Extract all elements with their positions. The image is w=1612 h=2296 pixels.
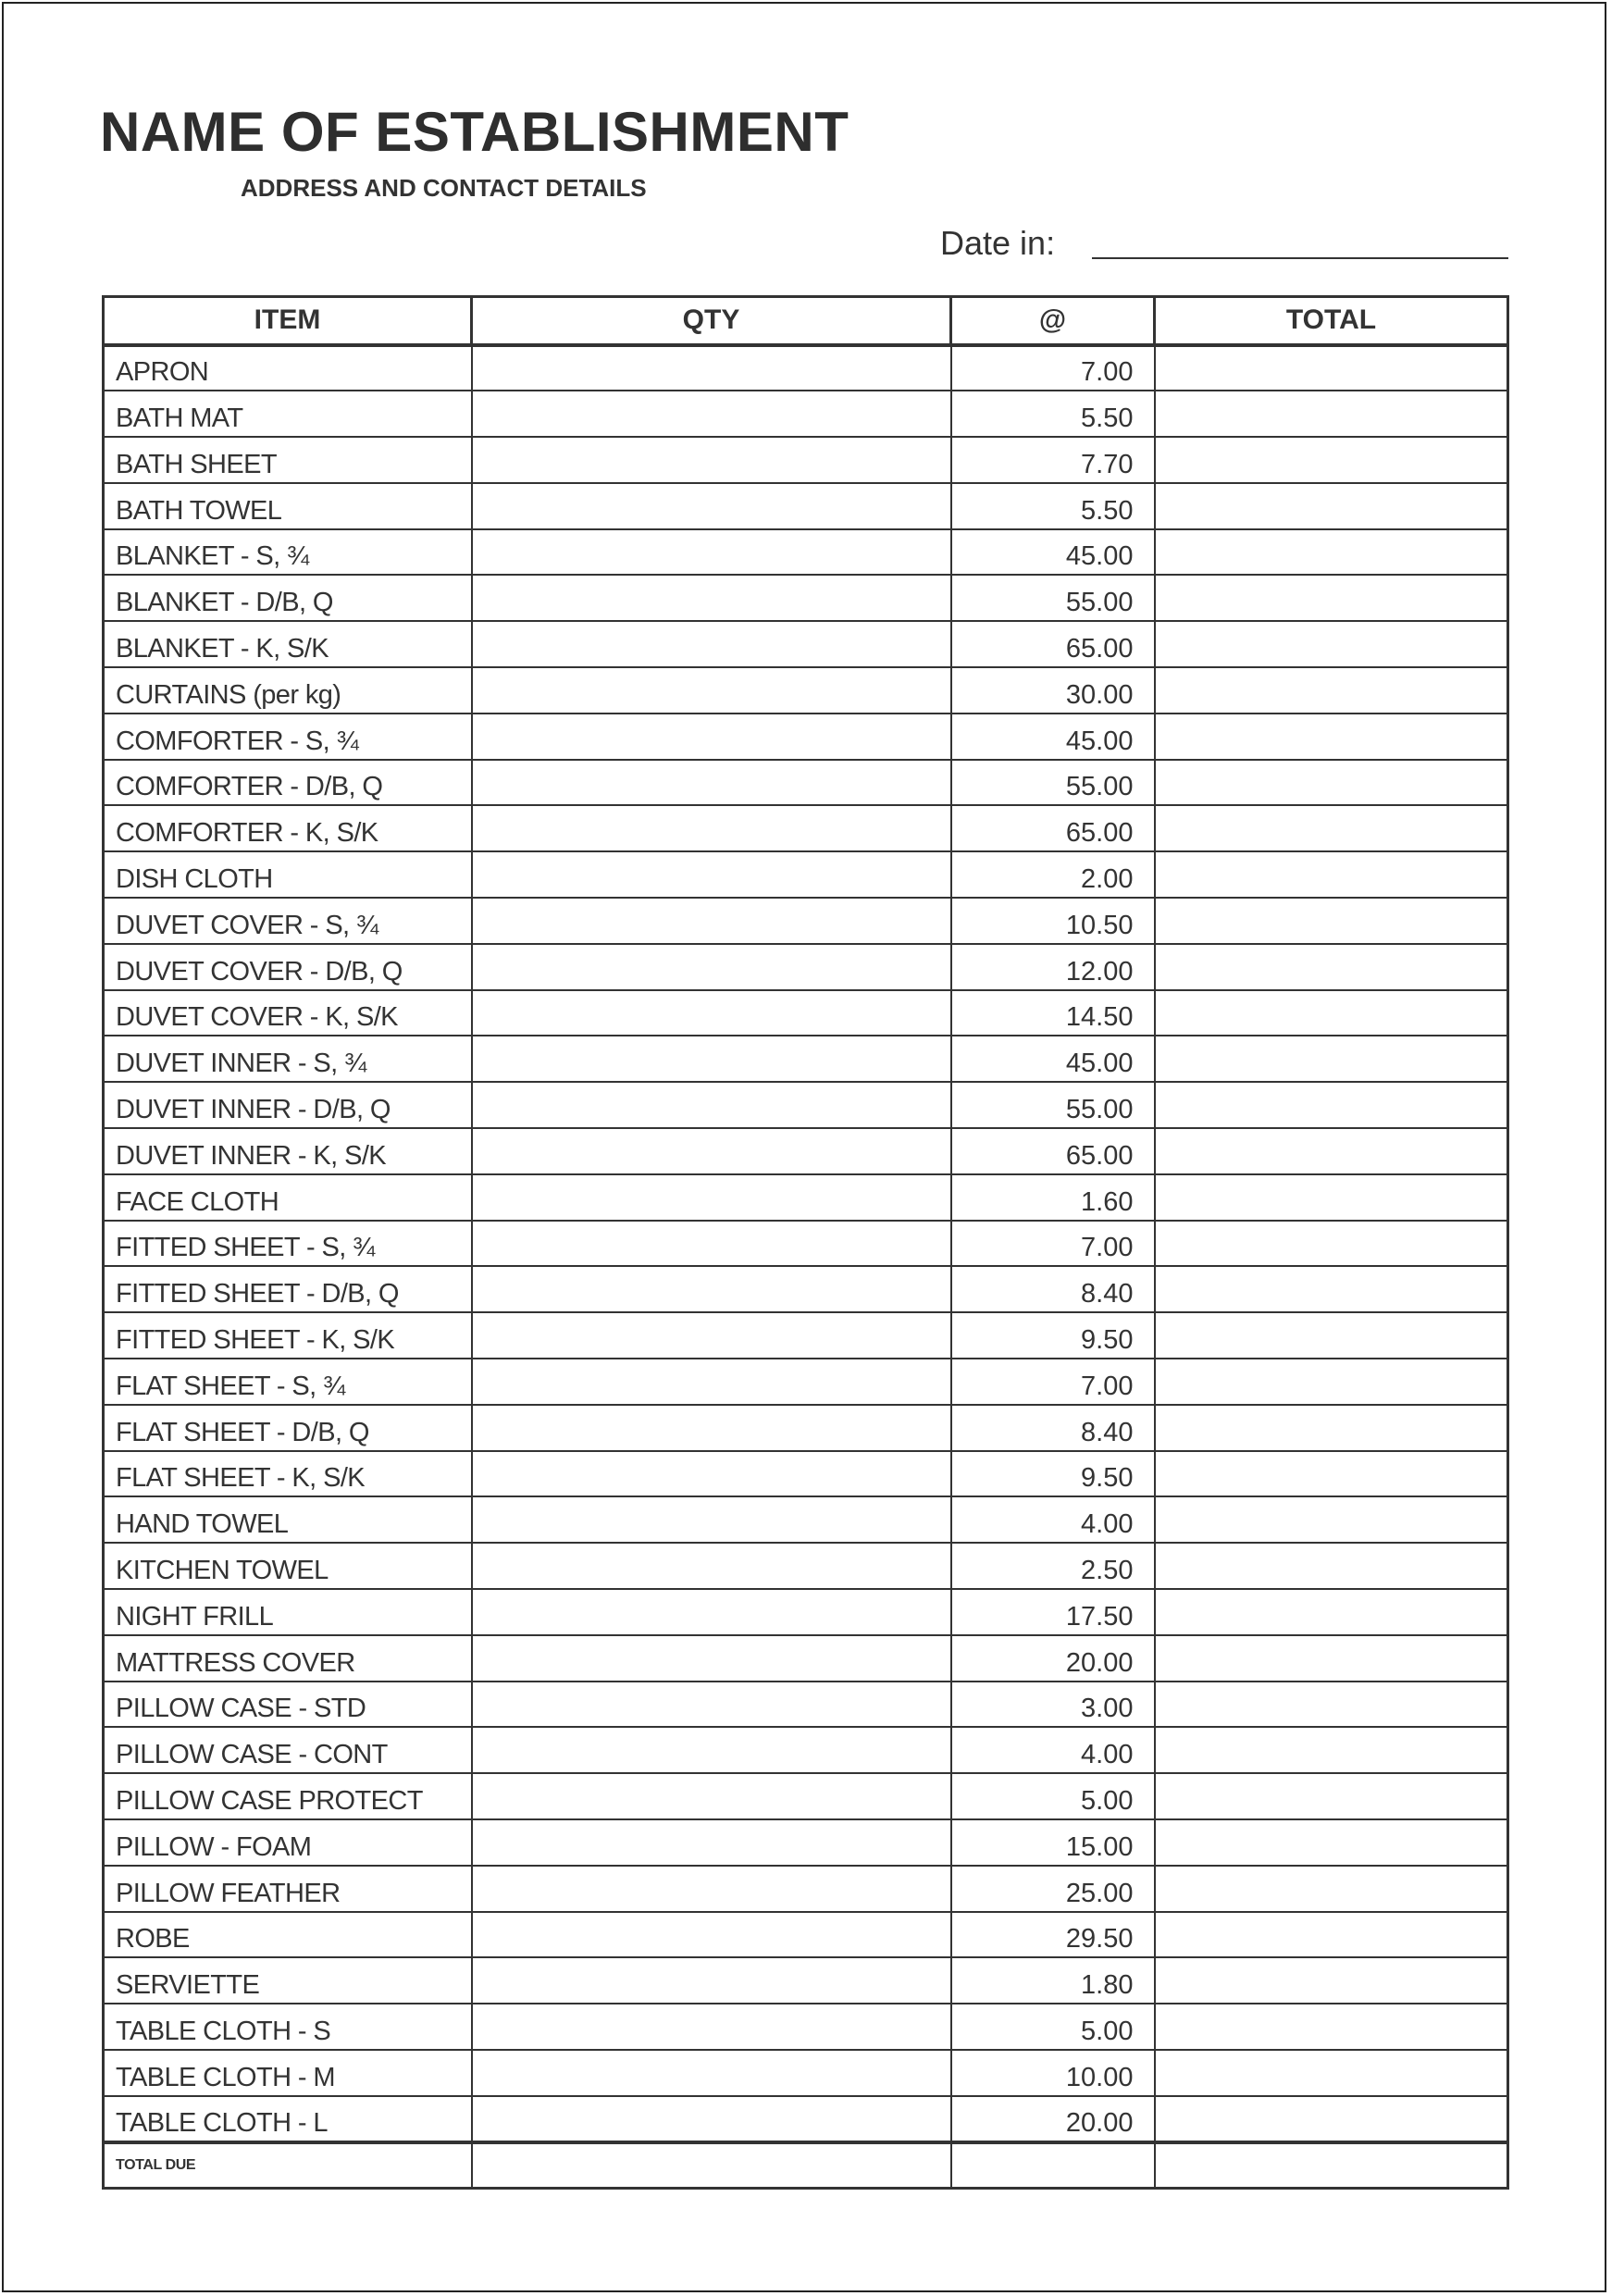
qty-cell[interactable] — [472, 1174, 951, 1221]
item-name-cell: PILLOW - FOAM — [104, 1819, 472, 1866]
total-cell[interactable] — [1155, 1451, 1508, 1497]
total-cell[interactable] — [1155, 345, 1508, 391]
total-cell[interactable] — [1155, 944, 1508, 990]
rate-cell: 65.00 — [951, 805, 1155, 851]
qty-cell[interactable] — [472, 990, 951, 1036]
item-name-cell: DUVET INNER - S, ¾ — [104, 1036, 472, 1082]
table-row — [104, 483, 1508, 529]
item-name-cell: BATH SHEET — [104, 437, 472, 483]
rate-cell: 55.00 — [951, 1082, 1155, 1128]
total-due-qty-cell[interactable] — [472, 2142, 951, 2189]
total-cell[interactable] — [1155, 667, 1508, 714]
table-row — [104, 714, 1508, 760]
date-in-field[interactable] — [1092, 257, 1508, 259]
rate-cell: 7.00 — [951, 1359, 1155, 1405]
table-row — [104, 1866, 1508, 1912]
table-row — [104, 1221, 1508, 1267]
total-cell[interactable] — [1155, 1036, 1508, 1082]
total-cell[interactable] — [1155, 2004, 1508, 2050]
qty-cell[interactable] — [472, 1543, 951, 1589]
table-row — [104, 1082, 1508, 1128]
item-name-cell: TABLE CLOTH - M — [104, 2050, 472, 2096]
laundry-price-table — [102, 295, 1509, 2190]
qty-cell[interactable] — [472, 1912, 951, 1958]
total-cell[interactable] — [1155, 1496, 1508, 1543]
item-name-cell: BLANKET - K, S/K — [104, 621, 472, 667]
qty-cell[interactable] — [472, 1496, 951, 1543]
item-name-cell: FLAT SHEET - S, ¾ — [104, 1359, 472, 1405]
qty-cell[interactable] — [472, 1359, 951, 1405]
rate-cell: 4.00 — [951, 1496, 1155, 1543]
rate-cell: 29.50 — [951, 1912, 1155, 1958]
rate-cell: 12.00 — [951, 944, 1155, 990]
rate-cell: 20.00 — [951, 1635, 1155, 1682]
item-name-cell: DUVET COVER - K, S/K — [104, 990, 472, 1036]
rate-cell: 4.00 — [951, 1727, 1155, 1773]
qty-cell[interactable] — [472, 760, 951, 806]
total-cell[interactable] — [1155, 575, 1508, 621]
total-cell[interactable] — [1155, 1957, 1508, 2004]
item-name-cell: BLANKET - S, ¾ — [104, 529, 472, 576]
total-cell[interactable] — [1155, 1266, 1508, 1312]
item-name-cell: TABLE CLOTH - S — [104, 2004, 472, 2050]
table-row — [104, 990, 1508, 1036]
rate-cell: 7.70 — [951, 437, 1155, 483]
rate-cell: 1.60 — [951, 1174, 1155, 1221]
rate-cell: 30.00 — [951, 667, 1155, 714]
qty-cell[interactable] — [472, 483, 951, 529]
item-name-cell: NIGHT FRILL — [104, 1589, 472, 1635]
item-name-cell: PILLOW CASE - STD — [104, 1682, 472, 1728]
table-row — [104, 2004, 1508, 2050]
rate-cell: 2.00 — [951, 851, 1155, 898]
qty-cell[interactable] — [472, 2004, 951, 2050]
table-row — [104, 437, 1508, 483]
qty-cell[interactable] — [472, 1221, 951, 1267]
rate-cell: 65.00 — [951, 621, 1155, 667]
table-row — [104, 1819, 1508, 1866]
table-row — [104, 1312, 1508, 1359]
item-name-cell: BLANKET - D/B, Q — [104, 575, 472, 621]
total-cell[interactable] — [1155, 1773, 1508, 1819]
total-cell[interactable] — [1155, 391, 1508, 437]
item-name-cell: FLAT SHEET - K, S/K — [104, 1451, 472, 1497]
qty-cell[interactable] — [472, 1082, 951, 1128]
qty-cell[interactable] — [472, 1866, 951, 1912]
total-due-label: TOTAL DUE — [104, 2142, 472, 2189]
rate-cell: 5.50 — [951, 391, 1155, 437]
rate-cell: 5.00 — [951, 1773, 1155, 1819]
item-name-cell: CURTAINS (per kg) — [104, 667, 472, 714]
table-row — [104, 1266, 1508, 1312]
total-cell[interactable] — [1155, 2050, 1508, 2096]
table-row — [104, 1543, 1508, 1589]
rate-cell: 45.00 — [951, 1036, 1155, 1082]
table-row — [104, 1359, 1508, 1405]
rate-cell: 9.50 — [951, 1312, 1155, 1359]
item-name-cell: ROBE — [104, 1912, 472, 1958]
qty-cell[interactable] — [472, 944, 951, 990]
table-row — [104, 529, 1508, 576]
table-row — [104, 621, 1508, 667]
rate-cell: 5.50 — [951, 483, 1155, 529]
qty-cell[interactable] — [472, 1128, 951, 1174]
total-cell[interactable] — [1155, 760, 1508, 806]
table-row — [104, 667, 1508, 714]
total-cell[interactable] — [1155, 1866, 1508, 1912]
qty-cell[interactable] — [472, 714, 951, 760]
table-row — [104, 1405, 1508, 1451]
item-name-cell: MATTRESS COVER — [104, 1635, 472, 1682]
rate-cell: 8.40 — [951, 1405, 1155, 1451]
column-header-total: TOTAL — [1155, 297, 1508, 345]
qty-cell[interactable] — [472, 1589, 951, 1635]
qty-cell[interactable] — [472, 1451, 951, 1497]
item-name-cell: DUVET INNER - K, S/K — [104, 1128, 472, 1174]
total-cell[interactable] — [1155, 805, 1508, 851]
qty-cell[interactable] — [472, 1405, 951, 1451]
qty-cell[interactable] — [472, 1727, 951, 1773]
table-row — [104, 1912, 1508, 1958]
table-row — [104, 1451, 1508, 1497]
rate-cell: 45.00 — [951, 529, 1155, 576]
item-name-cell: PILLOW CASE - CONT — [104, 1727, 472, 1773]
item-name-cell: DISH CLOTH — [104, 851, 472, 898]
total-cell[interactable] — [1155, 1543, 1508, 1589]
table-row — [104, 1682, 1508, 1728]
qty-cell[interactable] — [472, 437, 951, 483]
table-row — [104, 1496, 1508, 1543]
qty-cell[interactable] — [472, 1635, 951, 1682]
table-row — [104, 898, 1508, 944]
item-name-cell: FITTED SHEET - S, ¾ — [104, 1221, 472, 1267]
table-row — [104, 1727, 1508, 1773]
rate-cell: 3.00 — [951, 1682, 1155, 1728]
rate-cell: 1.80 — [951, 1957, 1155, 2004]
total-cell[interactable] — [1155, 990, 1508, 1036]
rate-cell: 9.50 — [951, 1451, 1155, 1497]
table-row — [104, 851, 1508, 898]
total-cell[interactable] — [1155, 1312, 1508, 1359]
table-row — [104, 1036, 1508, 1082]
table-row — [104, 2050, 1508, 2096]
qty-cell[interactable] — [472, 1312, 951, 1359]
item-name-cell: APRON — [104, 345, 472, 391]
total-cell[interactable] — [1155, 1174, 1508, 1221]
rate-cell: 7.00 — [951, 345, 1155, 391]
establishment-name: NAME OF ESTABLISHMENT — [100, 101, 849, 163]
rate-cell: 45.00 — [951, 714, 1155, 760]
item-name-cell: FITTED SHEET - K, S/K — [104, 1312, 472, 1359]
item-name-cell: FLAT SHEET - D/B, Q — [104, 1405, 472, 1451]
table-row — [104, 760, 1508, 806]
total-cell[interactable] — [1155, 1912, 1508, 1958]
item-name-cell: FITTED SHEET - D/B, Q — [104, 1266, 472, 1312]
qty-cell[interactable] — [472, 851, 951, 898]
column-header-qty: QTY — [472, 297, 951, 345]
rate-cell: 65.00 — [951, 1128, 1155, 1174]
total-cell[interactable] — [1155, 1128, 1508, 1174]
table-row — [104, 345, 1508, 391]
total-cell[interactable] — [1155, 714, 1508, 760]
total-cell[interactable] — [1155, 529, 1508, 576]
item-name-cell: BATH TOWEL — [104, 483, 472, 529]
total-due-rate-cell[interactable] — [951, 2142, 1155, 2189]
item-name-cell: PILLOW FEATHER — [104, 1866, 472, 1912]
rate-cell: 5.00 — [951, 2004, 1155, 2050]
total-cell[interactable] — [1155, 437, 1508, 483]
table-row — [104, 1635, 1508, 1682]
qty-cell[interactable] — [472, 1957, 951, 2004]
table-header-row — [104, 297, 1508, 345]
rate-cell: 8.40 — [951, 1266, 1155, 1312]
total-cell[interactable] — [1155, 1082, 1508, 1128]
table-row — [104, 1128, 1508, 1174]
total-cell[interactable] — [1155, 1359, 1508, 1405]
table-row — [104, 575, 1508, 621]
item-name-cell: HAND TOWEL — [104, 1496, 472, 1543]
total-cell[interactable] — [1155, 851, 1508, 898]
qty-cell[interactable] — [472, 805, 951, 851]
total-cell[interactable] — [1155, 483, 1508, 529]
table-row — [104, 391, 1508, 437]
item-name-cell: DUVET INNER - D/B, Q — [104, 1082, 472, 1128]
table-row — [104, 1174, 1508, 1221]
total-cell[interactable] — [1155, 1221, 1508, 1267]
item-name-cell: COMFORTER - S, ¾ — [104, 714, 472, 760]
item-name-cell: TABLE CLOTH - L — [104, 2096, 472, 2142]
item-name-cell: COMFORTER - D/B, Q — [104, 760, 472, 806]
item-name-cell: FACE CLOTH — [104, 1174, 472, 1221]
column-header-rate: @ — [951, 297, 1155, 345]
total-cell[interactable] — [1155, 1405, 1508, 1451]
rate-cell: 7.00 — [951, 1221, 1155, 1267]
total-due-total-cell[interactable] — [1155, 2142, 1508, 2189]
rate-cell: 10.00 — [951, 2050, 1155, 2096]
item-name-cell: KITCHEN TOWEL — [104, 1543, 472, 1589]
rate-cell: 2.50 — [951, 1543, 1155, 1589]
total-cell[interactable] — [1155, 1635, 1508, 1682]
qty-cell[interactable] — [472, 1266, 951, 1312]
table-row — [104, 805, 1508, 851]
total-cell[interactable] — [1155, 2096, 1508, 2142]
column-header-item: ITEM — [104, 297, 472, 345]
table-row — [104, 1957, 1508, 2004]
qty-cell[interactable] — [472, 345, 951, 391]
rate-cell: 55.00 — [951, 760, 1155, 806]
total-cell[interactable] — [1155, 1727, 1508, 1773]
item-name-cell: BATH MAT — [104, 391, 472, 437]
item-name-cell: DUVET COVER - D/B, Q — [104, 944, 472, 990]
table-row — [104, 1773, 1508, 1819]
total-cell[interactable] — [1155, 621, 1508, 667]
item-name-cell: COMFORTER - K, S/K — [104, 805, 472, 851]
address-contact-details: ADDRESS AND CONTACT DETAILS — [241, 174, 647, 202]
rate-cell: 10.50 — [951, 898, 1155, 944]
rate-cell: 55.00 — [951, 575, 1155, 621]
item-name-cell: PILLOW CASE PROTECT — [104, 1773, 472, 1819]
qty-cell[interactable] — [472, 1819, 951, 1866]
item-name-cell: DUVET COVER - S, ¾ — [104, 898, 472, 944]
qty-cell[interactable] — [472, 667, 951, 714]
qty-cell[interactable] — [472, 529, 951, 576]
total-due-row — [104, 2142, 1508, 2189]
qty-cell[interactable] — [472, 1682, 951, 1728]
table-row — [104, 1589, 1508, 1635]
total-cell[interactable] — [1155, 1682, 1508, 1728]
table-row — [104, 2096, 1508, 2142]
rate-cell: 25.00 — [951, 1866, 1155, 1912]
item-name-cell: SERVIETTE — [104, 1957, 472, 2004]
rate-cell: 14.50 — [951, 990, 1155, 1036]
qty-cell[interactable] — [472, 1773, 951, 1819]
qty-cell[interactable] — [472, 1036, 951, 1082]
table-row — [104, 944, 1508, 990]
qty-cell[interactable] — [472, 621, 951, 667]
qty-cell[interactable] — [472, 391, 951, 437]
total-cell[interactable] — [1155, 1589, 1508, 1635]
qty-cell[interactable] — [472, 2050, 951, 2096]
rate-cell: 20.00 — [951, 2096, 1155, 2142]
qty-cell[interactable] — [472, 2096, 951, 2142]
rate-cell: 15.00 — [951, 1819, 1155, 1866]
qty-cell[interactable] — [472, 575, 951, 621]
total-cell[interactable] — [1155, 898, 1508, 944]
rate-cell: 17.50 — [951, 1589, 1155, 1635]
date-in-label: Date in: — [940, 224, 1056, 262]
total-cell[interactable] — [1155, 1819, 1508, 1866]
qty-cell[interactable] — [472, 898, 951, 944]
